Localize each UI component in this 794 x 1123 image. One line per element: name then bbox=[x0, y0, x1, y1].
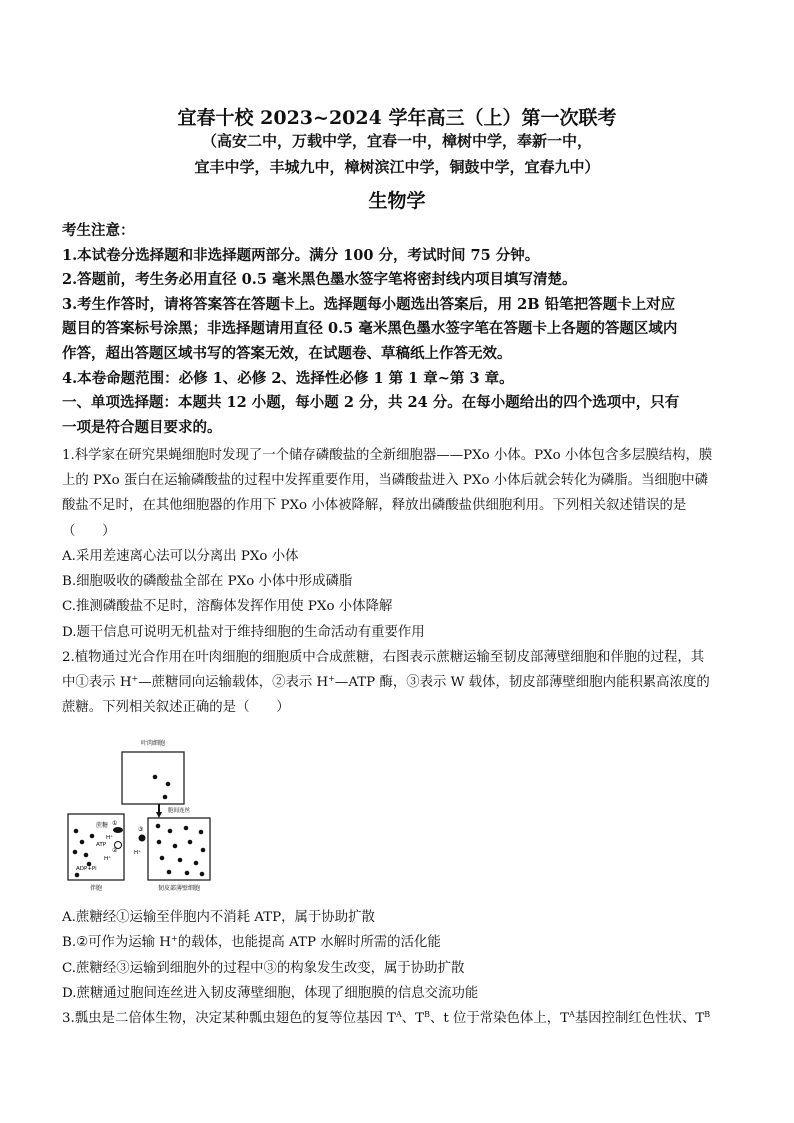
sucrose-dot bbox=[157, 840, 162, 845]
companion-cell-label: 伴胞 bbox=[89, 885, 103, 892]
sucrose-dot bbox=[185, 871, 190, 876]
down-arrow-icon bbox=[156, 812, 162, 818]
sucrose-dot bbox=[184, 826, 189, 831]
question-2-stem bbox=[62, 645, 737, 721]
option-b: B.②可作为运输 H+的载体，也能提高 ATP 水解时所需的活化能 bbox=[62, 934, 441, 951]
h-ion-label: H⁺ bbox=[106, 835, 114, 841]
adp-label: ADP+Pi bbox=[76, 866, 97, 872]
option-d: D.题干信息可说明无机盐对于维持细胞的生命活动有重要作用 bbox=[62, 624, 425, 640]
option-c: C.推测磷酸盐不足时，溶酶体发挥作用使 PXo 小体降解 bbox=[62, 599, 393, 615]
option-c: C.蔗糖经③运输到细胞外的过程中③的构象发生改变，属于协助扩散 bbox=[62, 960, 465, 976]
question-1 bbox=[62, 443, 737, 645]
exam-notice bbox=[62, 219, 737, 440]
plasmodesmata-label: 胞间连丝 bbox=[168, 808, 191, 814]
sucrose-dot bbox=[166, 782, 171, 787]
question-stem-line: 1.科学家在研究果蝇细胞时发现了一个储存磷酸盐的全新细胞器——PXo 小体。PXo 小体包含多层膜结构，膜 bbox=[62, 448, 713, 463]
sucrose-dot bbox=[160, 856, 165, 861]
notice-item: 3.考生作答时，请将答案答在答题卡上。选择题每小题选出答案后，用 2B 铅笔把答题卡上对应 bbox=[62, 295, 676, 313]
section-heading: 一、单项选择题：本题共 12 小题，每小题 2 分，共 24 分。在每小题给出的四个选项中，只有 bbox=[62, 394, 680, 412]
exam-title: 宜春十校 2023~2024 学年高三（上）第一次联考 bbox=[177, 107, 617, 129]
atp-label: ATP bbox=[96, 842, 107, 848]
question-stem-line: （ ） bbox=[62, 523, 116, 539]
option-a: A.采用差速离心法可以分离出 PXo 小体 bbox=[62, 548, 299, 564]
marker-1: ① bbox=[112, 820, 118, 827]
mesophyll-cell-label: 叶肉细胞 bbox=[140, 740, 166, 747]
marker-2: ② bbox=[112, 847, 118, 854]
question-stem-line: 蔗糖。下列相关叙述正确的是（ ） bbox=[62, 700, 290, 716]
transporter-3 bbox=[139, 835, 146, 842]
section-heading: 一项是符合题目要求的。 bbox=[62, 418, 222, 436]
question-stem-line: 2.植物通过光合作用在叶肉细胞的细胞质中合成蔗糖，右图表示蔗糖运输至韧皮部薄壁细胞和伴胞的过程，其 bbox=[62, 650, 705, 665]
sucrose-dot bbox=[75, 873, 80, 878]
parenchyma-cell-label: 韧皮部薄壁细胞 bbox=[157, 885, 201, 892]
sucrose-dot bbox=[173, 844, 178, 849]
sucrose-dot bbox=[188, 840, 193, 845]
notice-item: 1.本试卷分选择题和非选择题两部分。满分 100 分，考试时间 75 分钟。 bbox=[62, 246, 540, 264]
question-stem-line: 中①表示 H+—蔗糖同向运输载体，②表示 H+—ATP 酶，③表示 W 载体，韧皮部薄壁细胞内能积累高浓度的 bbox=[62, 674, 710, 691]
notice-item: 4.本卷命题范围：必修 1、必修 2、选择性必修 1 第 1 章~第 3 章。 bbox=[62, 369, 514, 387]
sucrose-dot bbox=[153, 775, 158, 780]
schools-line-2: 宜丰中学，丰城九中，樟树滨江中学，铜鼓中学，宜春九中） bbox=[194, 158, 600, 176]
sucrose-dot bbox=[156, 824, 161, 829]
question-stem-line: 上的 PXo 蛋白在运输磷酸盐的过程中发挥重要作用，当磷酸盐进入 PXo 小体后就会转化为磷脂。当细胞中磷 bbox=[62, 473, 709, 489]
sucrose-dot bbox=[90, 834, 95, 839]
schools-line-1: （高安二中，万载中学，宜春一中，樟树中学，奉新一中， bbox=[201, 132, 592, 150]
sucrose-label: 蔗糖 bbox=[96, 822, 109, 829]
sucrose-transport-diagram bbox=[62, 732, 222, 892]
transporter-1 bbox=[113, 827, 123, 833]
question-2-options bbox=[62, 905, 737, 1031]
subject-title: 生物学 bbox=[368, 190, 426, 212]
sucrose-dot bbox=[168, 829, 173, 834]
sucrose-dot bbox=[200, 872, 205, 877]
h-ion-label: H⁺ bbox=[134, 850, 142, 856]
sucrose-dot bbox=[201, 848, 206, 853]
sucrose-dot bbox=[84, 853, 89, 858]
sucrose-dot bbox=[163, 795, 168, 800]
sucrose-dot bbox=[167, 870, 172, 875]
marker-3: ③ bbox=[138, 826, 144, 833]
notice-item: 2.答题前，考生务必用直径 0.5 毫米黑色墨水签字笔将密封线内项目填写清楚。 bbox=[62, 271, 577, 289]
option-d: D.蔗糖通过胞间连丝进入韧皮薄壁细胞，体现了细胞膜的信息交流功能 bbox=[62, 985, 479, 1001]
option-a: A.蔗糖经①运输至伴胞内不消耗 ATP，属于协助扩散 bbox=[62, 910, 375, 925]
sucrose-dot bbox=[80, 840, 85, 845]
sucrose-dot bbox=[73, 850, 78, 855]
h-ion-label: H⁺ bbox=[104, 856, 112, 862]
sucrose-dot bbox=[178, 858, 183, 863]
sucrose-dot bbox=[87, 862, 92, 867]
sucrose-dot bbox=[194, 861, 199, 866]
option-b: B.细胞吸收的磷酸盐全部在 PXo 小体中形成磷脂 bbox=[62, 574, 353, 590]
question-3-stem: 3.瓢虫是二倍体生物，决定某种瓢虫翅色的复等位基因 $T^A$、$T^B$、t 位于常染色体上，$T^A$基因控制红色性状、$T^B$ bbox=[62, 1010, 711, 1027]
sucrose-dot bbox=[74, 829, 79, 834]
notice-heading: 考生注意： bbox=[62, 222, 135, 239]
sucrose-dot bbox=[199, 830, 204, 835]
notice-item: 题目的答案标号涂黑；非选择题请用直径 0.5 毫米黑色墨水签字笔在答题卡上各题的答题区域内 bbox=[62, 320, 678, 338]
question-stem-line: 酸盐不足时，在其他细胞器的作用下 PXo 小体被降解，释放出磷酸盐供细胞利用。下列相关叙述错误的是 bbox=[62, 498, 687, 514]
notice-item: 作答，超出答题区域书写的答案无效，在试题卷、草稿纸上作答无效。 bbox=[62, 344, 512, 362]
